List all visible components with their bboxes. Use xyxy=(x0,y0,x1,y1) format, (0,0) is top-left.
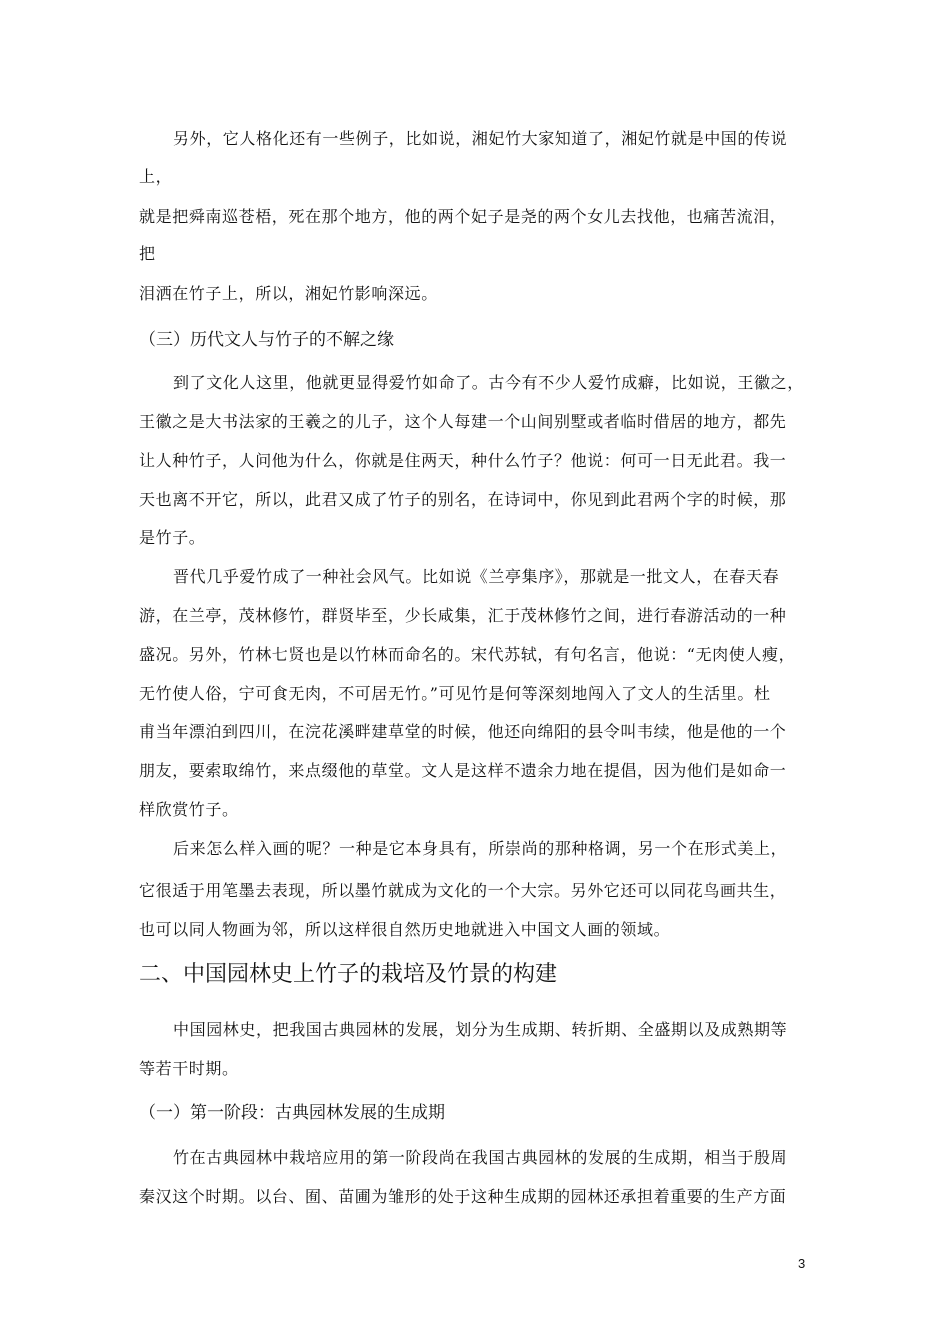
para2-line-4: 天也离不开它，所以，此君又成了竹子的别名，在诗词中，你见到此君两个字的时候，那 xyxy=(139,490,787,509)
subsection-1-title: （一）第一阶段：古典园林发展的生成期 xyxy=(139,1103,445,1123)
para6-line-1: 竹在古典园林中栽培应用的第一阶段尚在我国古典园林的发展的生成期，相当于殷周 xyxy=(173,1148,788,1167)
para3-line-5: 甫当年漂泊到四川，在浣花溪畔建草堂的时候，他还向绵阳的县令叫韦续，他是他的一个 xyxy=(139,722,787,741)
para3-line-2: 游，在兰亭，茂林修竹，群贤毕至，少长咸集，汇于茂林修竹之间，进行春游活动的一种 xyxy=(139,606,787,625)
para6-line-2: 秦汉这个时期。以台、囿、苗圃为雏形的处于这种生成期的园林还承担着重要的生产方面 xyxy=(139,1187,787,1206)
para5-line-1: 中国园林史，把我国古典园林的发展，划分为生成期、转折期、全盛期以及成熟期等 xyxy=(173,1020,788,1039)
para2-line-2: 王徽之是大书法家的王羲之的儿子，这个人每建一个山间别墅或者临时借居的地方，都先 xyxy=(139,412,787,431)
para1-line-2: 上， xyxy=(139,167,173,186)
para3-line-3: 盛况。另外，竹林七贤也是以竹林而命名的。宋代苏轼，有句名言，他说：“无肉使人瘦， xyxy=(139,645,796,664)
para2-line-3: 让人种竹子，人问他为什么，你就是住两天，种什么竹子？他说：何可一日无此君。我一 xyxy=(139,451,787,470)
para1-line-1: 另外，它人格化还有一些例子，比如说，湘妃竹大家知道了，湘妃竹就是中国的传说 xyxy=(173,129,788,148)
para1-line-4: 把 xyxy=(139,244,156,263)
para4-line-1: 后来怎么样入画的呢？一种是它本身具有，所崇尚的那种格调，另一个在形式美上， xyxy=(173,839,788,858)
section-2-heading: 二、中国园林史上竹子的栽培及竹景的构建 xyxy=(139,962,558,987)
section-3-title: （三）历代文人与竹子的不解之缘 xyxy=(139,330,394,350)
para3-line-1: 晋代几乎爱竹成了一种社会风气。比如说《兰亭集序》，那就是一批文人，在春天春 xyxy=(173,567,780,586)
para4-line-2: 它很适于用笔墨去表现，所以墨竹就成为文化的一个大宗。另外它还可以同花鸟画共生， xyxy=(139,881,787,900)
para2-line-5: 是竹子。 xyxy=(139,528,206,547)
para3-line-7: 样欣赏竹子。 xyxy=(139,800,239,819)
para1-line-5: 泪洒在竹子上，所以，湘妃竹影响深远。 xyxy=(139,284,438,303)
para5-line-2: 等若干时期。 xyxy=(139,1059,239,1078)
para4-line-3: 也可以同人物画为邻，所以这样很自然历史地就进入中国文人画的领域。 xyxy=(139,920,671,939)
para3-line-6: 朋友，要索取绵竹，来点缀他的草堂。文人是这样不遗余力地在提倡，因为他们是如命一 xyxy=(139,761,787,780)
page-number: 3 xyxy=(798,1256,806,1271)
para3-line-4: 无竹使人俗，宁可食无肉，不可居无竹。”可见竹是何等深刻地闯入了文人的生活里。杜 xyxy=(139,684,771,703)
para2-line-1: 到了文化人这里，他就更显得爱竹如命了。古今有不少人爱竹成癖，比如说，王徽之， xyxy=(173,373,804,392)
para1-line-3: 就是把舜南巡苍梧，死在那个地方，他的两个妃子是尧的两个女儿去找他，也痛苦流泪， xyxy=(139,207,787,226)
